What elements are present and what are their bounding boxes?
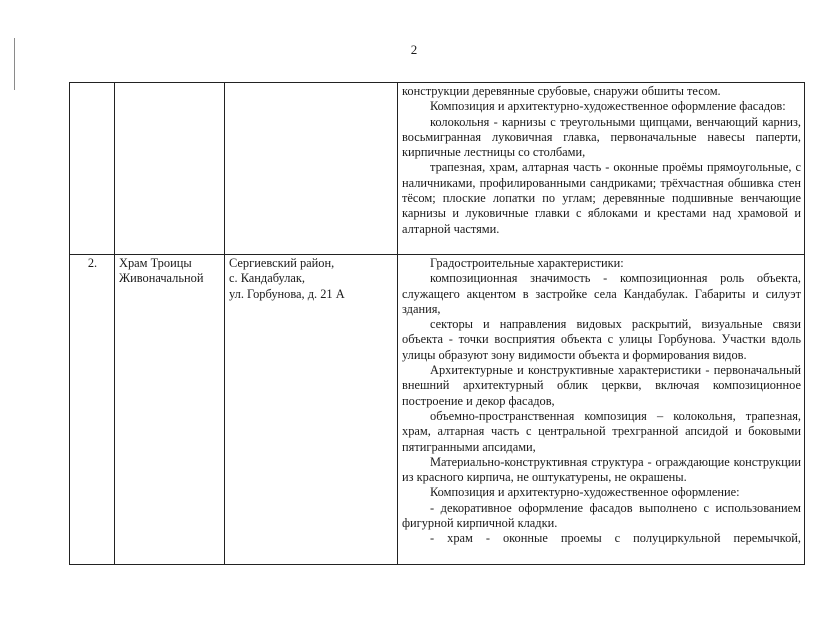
description-paragraph: композиционная значимость - композиционная роль объекта, служащего акцентом в застройке села Кандабулак. Габариты и силуэт здания,: [402, 271, 801, 316]
description-paragraph: Композиция и архитектурно-художественное оформление фасадов:: [430, 99, 786, 114]
address-line: с. Кандабулак,: [229, 271, 306, 286]
description-paragraph: секторы и направления видовых раскрытий, визуальные связи объекта - точки восприятия объекта с улицы Горбунова. Участки вдоль улицы образуют зону видимости объекта и формирования видов.: [402, 317, 801, 362]
description-cell: [398, 255, 805, 565]
description-paragraph: Градостроительные характеристики:: [430, 256, 624, 270]
description-paragraph: - храм - оконные проемы с полуциркульной перемычкой,: [430, 531, 801, 546]
description-paragraph: колокольня - карнизы с треугольными щипцами, венчающий карниз, восьмигранная луковичная главка, первоначальные навесы паперти, кирпичные лестницы со столбами,: [402, 114, 801, 160]
row-number-cell: 2.: [70, 255, 115, 565]
description-cell: [398, 83, 805, 255]
description-paragraph: - декоративное оформление фасадов выполнено с использованием фигурной кирпичной кладки.: [402, 500, 801, 531]
page-number: 2: [410, 42, 418, 57]
address-line: Сергиевский район,: [229, 256, 335, 270]
description-paragraph: Архитектурные и конструктивные характеристики - первоначальный внешний архитектурный облик церкви, включая композиционное построение и декор фасадов,: [402, 363, 801, 408]
table-row: [70, 83, 805, 255]
table-row: [70, 255, 805, 565]
object-name-cell: [115, 83, 225, 255]
description-paragraph: Композиция и архитектурно-художественное оформление:: [430, 485, 740, 500]
monuments-table: [69, 82, 805, 565]
address-cell: [225, 83, 398, 255]
object-name-cell: Храм Троицы Живоначальной: [115, 255, 225, 565]
description-paragraph: объемно-пространственная композиция – колокольня, трапезная, храм, алтарная часть с центральной трехгранной апсидой и боковыми пятигранными апсидами,: [402, 408, 801, 454]
address-line: ул. Горбунова, д. 21 А: [229, 286, 345, 301]
row-number-cell: [70, 83, 115, 255]
description-paragraph: трапезная, храм, алтарная часть - оконные проёмы прямоугольные, с наличниками, профилированными сандриками; трёхчастная обшивка стен тёсом; плоские лопатки по углам; деревянные подшивные венчающие карнизы и луковичные главки с яблоками и крестами над храмовой и алтарной частями.: [402, 160, 801, 236]
address-cell: [225, 255, 398, 565]
description-paragraph: Материально-конструктивная структура - ограждающие конструкции из красного кирпича, не оштукатурены, не окрашены.: [402, 454, 801, 485]
description-paragraph: конструкции деревянные срубовые, снаружи обшиты тесом.: [402, 84, 721, 98]
